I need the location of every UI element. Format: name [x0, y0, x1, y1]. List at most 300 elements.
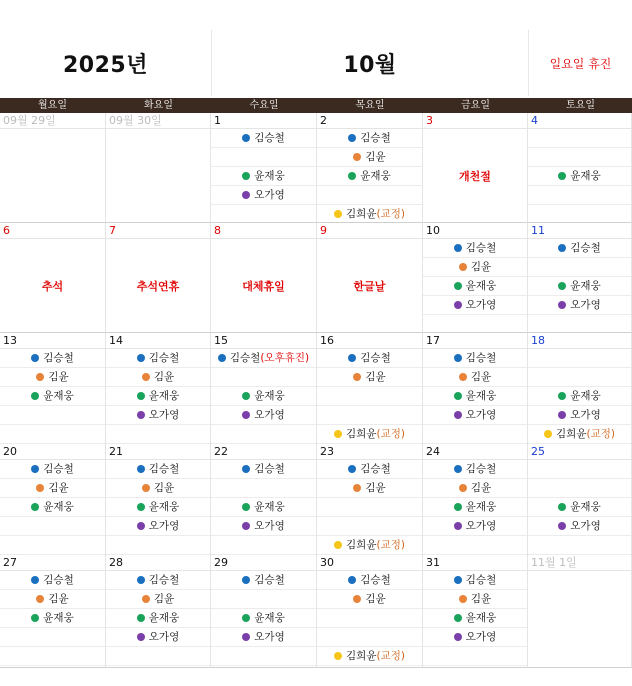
schedule-slot — [106, 517, 210, 536]
staff-name: 김윤 — [365, 151, 386, 163]
day-number: 28 — [106, 555, 210, 571]
staff-name: 김승철 — [148, 463, 180, 475]
staff-note: (교정) — [376, 650, 405, 662]
staff-color-dot-icon — [242, 191, 250, 199]
staff-color-dot-icon — [36, 484, 44, 492]
day-number: 09월 30일 — [106, 113, 210, 129]
staff-color-dot-icon — [242, 503, 250, 511]
schedule-slot — [423, 387, 527, 406]
day-cell[interactable] — [423, 333, 528, 444]
schedule-slot — [423, 258, 527, 277]
day-number: 8 — [211, 223, 316, 239]
staff-color-dot-icon — [454, 465, 462, 473]
schedule-slot — [423, 609, 527, 628]
staff-color-dot-icon — [454, 503, 462, 511]
staff-note: (오후휴진) — [260, 352, 310, 364]
schedule-slot — [211, 571, 316, 590]
day-number: 1 — [211, 113, 316, 129]
weekday-label: 목요일 — [355, 100, 385, 111]
schedule-slot — [211, 129, 316, 148]
staff-name: 김윤 — [48, 593, 69, 605]
schedule-slot — [211, 628, 316, 647]
day-number: 2 — [317, 113, 422, 129]
schedule-slot — [423, 425, 527, 444]
schedule-slot — [211, 498, 316, 517]
staff-name: 윤재웅 — [465, 501, 497, 513]
staff-color-dot-icon — [36, 595, 44, 603]
staff-name: 김윤 — [470, 593, 492, 605]
day-number: 23 — [317, 444, 422, 460]
staff-note: (교정) — [376, 428, 405, 440]
staff-color-dot-icon — [242, 465, 250, 473]
day-number: 9 — [317, 223, 422, 239]
schedule-slot — [106, 590, 210, 609]
schedule-slot — [0, 590, 105, 609]
schedule-slot — [0, 387, 105, 406]
year-title: 2025년 — [63, 52, 148, 78]
staff-name: 오가영 — [254, 631, 285, 643]
staff-color-dot-icon — [558, 411, 566, 419]
weekday-label: 월요일 — [38, 100, 67, 111]
schedule-slot — [423, 517, 527, 536]
day-cell[interactable] — [528, 444, 632, 555]
staff-name: 김희윤 — [346, 428, 377, 440]
day-cell[interactable] — [211, 113, 317, 223]
staff-name: 오가영 — [465, 631, 497, 643]
staff-name: 윤재웅 — [360, 170, 391, 182]
day-cell[interactable] — [528, 223, 632, 333]
schedule-slot — [0, 517, 105, 536]
staff-name: 김윤 — [470, 482, 492, 494]
day-cell[interactable] — [317, 113, 423, 223]
schedule-slot — [0, 479, 105, 498]
staff-name: 윤재웅 — [570, 280, 601, 292]
staff-name: 김승철 — [229, 352, 261, 364]
staff-color-dot-icon — [353, 373, 361, 381]
day-cell[interactable] — [317, 333, 423, 444]
weekday-label: 화요일 — [144, 100, 173, 111]
day-cell[interactable] — [423, 444, 528, 555]
day-number: 4 — [528, 113, 631, 129]
schedule-slot — [528, 460, 631, 479]
schedule-slot — [423, 460, 527, 479]
schedule-slot — [106, 479, 210, 498]
schedule-slot — [106, 425, 210, 444]
calendar-week — [0, 555, 632, 668]
staff-name: 김승철 — [465, 242, 497, 254]
schedule-slot — [211, 460, 316, 479]
staff-color-dot-icon — [334, 541, 342, 549]
staff-note: (교정) — [376, 539, 405, 551]
calendar-title-bar — [0, 30, 632, 96]
day-number: 29 — [211, 555, 316, 571]
staff-color-dot-icon — [348, 354, 356, 362]
schedule-slot — [211, 349, 316, 368]
schedule-slot — [423, 571, 527, 590]
staff-color-dot-icon — [137, 503, 145, 511]
schedule-slot — [423, 368, 527, 387]
calendar-week — [0, 333, 632, 444]
calendar-week — [0, 444, 632, 555]
schedule-slot — [423, 239, 527, 258]
schedule-slot — [528, 498, 631, 517]
staff-name: 김승철 — [465, 463, 497, 475]
title-divider — [528, 30, 529, 96]
staff-name: 윤재웅 — [254, 501, 285, 513]
staff-color-dot-icon — [137, 354, 145, 362]
staff-name: 오가영 — [465, 409, 497, 421]
day-cell[interactable] — [423, 223, 528, 333]
holiday-label: 추석 — [41, 280, 64, 293]
staff-name: 오가영 — [570, 520, 601, 532]
staff-name: 김윤 — [48, 482, 69, 494]
schedule-slot — [0, 349, 105, 368]
staff-name: 윤재웅 — [465, 612, 497, 624]
day-cell[interactable] — [528, 333, 632, 444]
day-cell[interactable] — [106, 555, 211, 668]
holiday-label: 개천절 — [459, 170, 491, 183]
schedule-slot — [211, 425, 316, 444]
schedule-slot — [211, 590, 316, 609]
staff-color-dot-icon — [242, 172, 250, 180]
schedule-slot — [0, 406, 105, 425]
staff-name: 윤재웅 — [254, 170, 285, 182]
staff-name: 김승철 — [43, 463, 74, 475]
staff-name: 윤재웅 — [570, 170, 601, 182]
day-cell[interactable] — [211, 223, 317, 333]
staff-color-dot-icon — [454, 354, 462, 362]
staff-name: 김승철 — [254, 463, 285, 475]
staff-color-dot-icon — [558, 503, 566, 511]
staff-color-dot-icon — [459, 373, 467, 381]
staff-color-dot-icon — [558, 522, 566, 530]
staff-name: 오가영 — [254, 409, 285, 421]
schedule-slot — [0, 628, 105, 647]
schedule-slot — [423, 628, 527, 647]
staff-color-dot-icon — [242, 633, 250, 641]
schedule-slot — [528, 479, 631, 498]
schedule-slot — [528, 277, 631, 296]
month-title: 10월 — [343, 52, 397, 78]
day-number: 09월 29일 — [0, 113, 105, 129]
day-number: 25 — [528, 444, 631, 460]
schedule-slot — [423, 479, 527, 498]
staff-name: 윤재웅 — [570, 390, 601, 402]
staff-color-dot-icon — [454, 392, 462, 400]
staff-name: 오가영 — [148, 409, 180, 421]
schedule-slot — [528, 536, 631, 555]
staff-color-dot-icon — [459, 484, 467, 492]
schedule-slot — [106, 571, 210, 590]
staff-name: 윤재웅 — [254, 390, 285, 402]
staff-color-dot-icon — [454, 522, 462, 530]
staff-name: 윤재웅 — [148, 501, 180, 513]
schedule-slot — [211, 368, 316, 387]
day-number: 18 — [528, 333, 631, 349]
staff-color-dot-icon — [31, 354, 39, 362]
schedule-slot — [317, 517, 422, 536]
staff-color-dot-icon — [137, 633, 145, 641]
schedule-slot — [317, 609, 422, 628]
day-number: 6 — [0, 223, 105, 239]
weekday-label: 토요일 — [566, 100, 595, 111]
schedule-slot — [528, 239, 631, 258]
staff-name: 김윤 — [153, 593, 175, 605]
staff-name: 김희윤 — [346, 539, 377, 551]
schedule-slot — [528, 517, 631, 536]
staff-color-dot-icon — [242, 411, 250, 419]
day-cell[interactable] — [317, 223, 423, 333]
staff-name: 김희윤 — [346, 208, 377, 220]
schedule-slot — [106, 460, 210, 479]
year-cell — [0, 30, 211, 96]
staff-name: 김승철 — [360, 574, 391, 586]
staff-name: 김승철 — [43, 352, 74, 364]
holiday-label: 추석연휴 — [136, 280, 180, 293]
schedule-slot — [0, 425, 105, 444]
staff-color-dot-icon — [558, 392, 566, 400]
staff-name: 김승철 — [43, 574, 74, 586]
day-cell[interactable] — [211, 444, 317, 555]
staff-color-dot-icon — [353, 153, 361, 161]
schedule-slot — [317, 498, 422, 517]
schedule-slot — [211, 167, 316, 186]
schedule-slot — [211, 609, 316, 628]
day-cell[interactable] — [423, 113, 528, 223]
schedule-slot — [317, 571, 422, 590]
staff-color-dot-icon — [31, 503, 39, 511]
staff-name: 윤재웅 — [43, 390, 74, 402]
staff-color-dot-icon — [218, 354, 226, 362]
schedule-slot — [106, 349, 210, 368]
day-cell[interactable] — [211, 555, 317, 668]
schedule-slot — [211, 148, 316, 167]
staff-name: 김승철 — [360, 463, 391, 475]
schedule-slot — [317, 387, 422, 406]
schedule-slot — [423, 590, 527, 609]
day-cell[interactable] — [317, 555, 423, 668]
staff-name: 오가영 — [570, 299, 601, 311]
holiday-label: 대체휴일 — [242, 280, 285, 293]
schedule-slot — [528, 167, 631, 186]
staff-color-dot-icon — [137, 614, 145, 622]
day-cell[interactable] — [528, 113, 632, 223]
schedule-slot — [317, 186, 422, 205]
schedule-slot — [423, 296, 527, 315]
day-cell[interactable] — [211, 333, 317, 444]
schedule-slot — [0, 368, 105, 387]
schedule-slot — [317, 368, 422, 387]
staff-color-dot-icon — [454, 282, 462, 290]
staff-name: 김윤 — [48, 371, 69, 383]
schedule-slot — [528, 148, 631, 167]
schedule-slot — [0, 536, 105, 555]
day-cell[interactable] — [106, 223, 211, 333]
schedule-slot — [211, 406, 316, 425]
staff-name: 윤재웅 — [148, 390, 180, 402]
day-cell[interactable] — [106, 333, 211, 444]
day-cell[interactable] — [0, 444, 106, 555]
staff-name: 김승철 — [465, 352, 497, 364]
schedule-slot — [317, 460, 422, 479]
schedule-slot — [528, 425, 631, 444]
day-number: 27 — [0, 555, 105, 571]
schedule-slot — [528, 186, 631, 205]
schedule-slot — [528, 406, 631, 425]
staff-name: 김윤 — [153, 482, 175, 494]
staff-color-dot-icon — [459, 595, 467, 603]
schedule-slot — [106, 387, 210, 406]
schedule-slot — [106, 406, 210, 425]
staff-color-dot-icon — [454, 633, 462, 641]
day-number: 13 — [0, 333, 105, 349]
staff-color-dot-icon — [31, 465, 39, 473]
staff-color-dot-icon — [137, 392, 145, 400]
staff-note: (교정) — [586, 428, 615, 440]
staff-color-dot-icon — [137, 465, 145, 473]
staff-color-dot-icon — [242, 614, 250, 622]
staff-color-dot-icon — [558, 301, 566, 309]
schedule-slot — [211, 647, 316, 666]
day-cell[interactable] — [0, 223, 106, 333]
weekday-label: 수요일 — [249, 100, 279, 111]
schedule-slot — [423, 349, 527, 368]
schedule-slot — [317, 349, 422, 368]
schedule-slot — [106, 628, 210, 647]
holiday-label: 한글날 — [353, 280, 386, 293]
schedule-slot — [211, 186, 316, 205]
day-number: 3 — [423, 113, 527, 129]
staff-color-dot-icon — [137, 522, 145, 530]
schedule-slot — [0, 609, 105, 628]
staff-color-dot-icon — [454, 576, 462, 584]
day-number: 11월 1일 — [528, 555, 631, 571]
holiday-note-cell — [529, 30, 632, 96]
staff-name: 김희윤 — [346, 650, 377, 662]
staff-name: 김승철 — [360, 352, 391, 364]
staff-name: 오가영 — [254, 189, 285, 201]
day-cell[interactable] — [106, 444, 211, 555]
staff-color-dot-icon — [558, 244, 566, 252]
month-cell — [212, 30, 528, 96]
schedule-slot — [528, 349, 631, 368]
day-number: 11 — [528, 223, 631, 239]
weekday-header — [0, 98, 632, 113]
day-cell[interactable] — [0, 113, 106, 223]
sunday-closed-note: 일요일 휴진 — [549, 56, 612, 71]
staff-name: 김윤 — [365, 482, 386, 494]
schedule-slot — [106, 368, 210, 387]
schedule-slot — [423, 647, 527, 666]
schedule-slot — [211, 536, 316, 555]
schedule-slot — [423, 406, 527, 425]
staff-name: 김승철 — [465, 574, 497, 586]
schedule-slot — [423, 315, 527, 334]
schedule-slot — [211, 205, 316, 224]
staff-name: 오가영 — [465, 520, 497, 532]
day-cell[interactable] — [423, 555, 528, 668]
day-number: 22 — [211, 444, 316, 460]
staff-name: 오가영 — [148, 520, 180, 532]
staff-color-dot-icon — [31, 576, 39, 584]
staff-name: 오가영 — [148, 631, 180, 643]
staff-color-dot-icon — [31, 392, 39, 400]
staff-name: 김승철 — [148, 574, 180, 586]
schedule-slot — [317, 590, 422, 609]
staff-name: 윤재웅 — [148, 612, 180, 624]
schedule-slot — [0, 571, 105, 590]
day-cell[interactable] — [106, 113, 211, 223]
schedule-slot — [106, 536, 210, 555]
staff-color-dot-icon — [353, 484, 361, 492]
schedule-slot — [211, 387, 316, 406]
schedule-slot — [317, 647, 422, 666]
day-cell[interactable] — [0, 555, 106, 668]
schedule-slot — [106, 609, 210, 628]
schedule-slot — [317, 148, 422, 167]
staff-color-dot-icon — [544, 430, 552, 438]
day-cell[interactable] — [528, 555, 632, 668]
schedule-slot — [317, 536, 422, 555]
staff-color-dot-icon — [142, 595, 150, 603]
staff-name: 김승철 — [360, 132, 391, 144]
staff-name: 윤재웅 — [465, 280, 497, 292]
staff-name: 김윤 — [153, 371, 175, 383]
staff-name: 윤재웅 — [43, 612, 74, 624]
staff-color-dot-icon — [348, 576, 356, 584]
schedule-slot — [317, 406, 422, 425]
staff-name: 윤재웅 — [254, 612, 285, 624]
day-number: 21 — [106, 444, 210, 460]
calendar-week — [0, 223, 632, 333]
schedule-slot — [317, 628, 422, 647]
staff-name: 김윤 — [365, 371, 386, 383]
day-number: 30 — [317, 555, 422, 571]
schedule-slot — [528, 368, 631, 387]
staff-color-dot-icon — [459, 263, 467, 271]
staff-color-dot-icon — [242, 576, 250, 584]
day-number: 24 — [423, 444, 527, 460]
staff-name: 김윤 — [470, 371, 492, 383]
staff-color-dot-icon — [348, 172, 356, 180]
staff-color-dot-icon — [137, 576, 145, 584]
schedule-slot — [0, 460, 105, 479]
schedule-slot — [423, 536, 527, 555]
staff-color-dot-icon — [454, 301, 462, 309]
schedule-slot — [528, 129, 631, 148]
staff-color-dot-icon — [454, 244, 462, 252]
staff-color-dot-icon — [334, 430, 342, 438]
staff-name: 오가영 — [254, 520, 285, 532]
staff-name: 오가영 — [570, 409, 601, 421]
day-number: 20 — [0, 444, 105, 460]
day-number: 15 — [211, 333, 316, 349]
title-divider — [211, 30, 212, 96]
weekday-label: 금요일 — [461, 100, 490, 111]
staff-color-dot-icon — [31, 614, 39, 622]
day-cell[interactable] — [317, 444, 423, 555]
staff-color-dot-icon — [334, 210, 342, 218]
schedule-slot — [317, 205, 422, 224]
calendar-week — [0, 113, 632, 223]
day-cell[interactable] — [0, 333, 106, 444]
staff-name: 김희윤 — [556, 428, 587, 440]
schedule-slot — [106, 647, 210, 666]
staff-name: 윤재웅 — [570, 501, 601, 513]
staff-name: 김승철 — [148, 352, 180, 364]
schedule-slot — [528, 315, 631, 334]
staff-color-dot-icon — [348, 134, 356, 142]
